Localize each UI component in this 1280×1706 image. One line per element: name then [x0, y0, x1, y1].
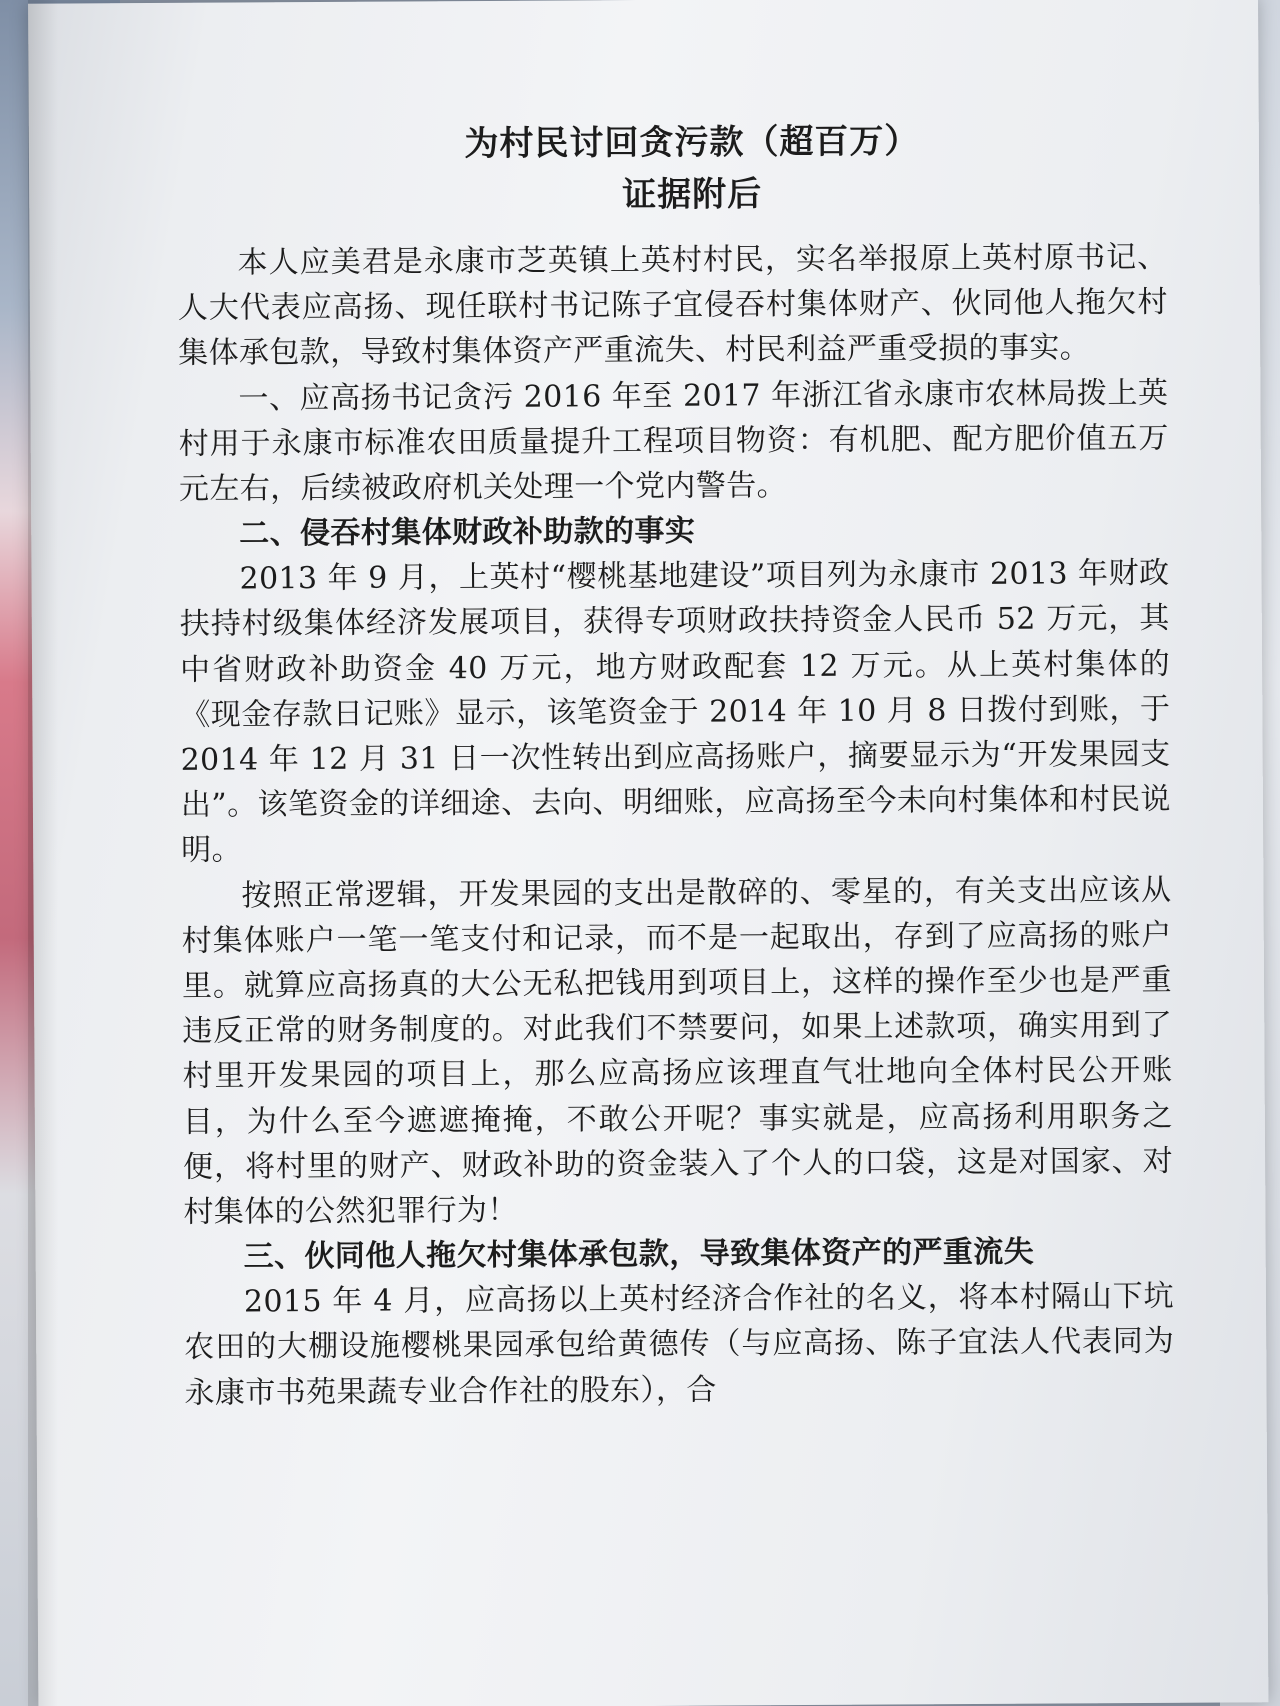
document-subtitle: 证据附后	[622, 174, 763, 216]
document-body	[177, 115, 1175, 1416]
paragraph-section-1: 一、应高扬书记贪污 2016 年至 2017 年浙江省永康市农林局拨上英村用于永康市标准农田质量提升工程项目物资：有机肥、配方肥价值五万元左右，后续被政府机关处理一个党内警告。	[178, 375, 1169, 507]
paper-shadow	[28, 0, 58, 1706]
paragraph-section-2b: 按照正常逻辑，开发果园的支出是散碎的、零星的，有关支出应该从村集体账户一笔一笔支付和记录，而不是一起取出，存到了应高扬的账户里。就算应高扬真的大公无私把钱用到项目上，这样的操作至少也是严重违反正常的财务制度的。对此我们不禁要问，如果上述款项，确实用到了村里开发果园的项目上，那么应高扬应该理直气壮地向全体村民公开账目，为什么至今遮遮掩掩，不敢公开呢？事实就是，应高扬利用职务之便，将村里的财产、财政补助的资金装入了个人的口袋，这是对国家、对村集体的公然犯罪行为！	[181, 872, 1174, 1230]
paragraph-section-2a: 2013 年 9 月，上英村“樱桃基地建设”项目列为永康市 2013 年财政扶持村级集体经济发展项目，获得专项财政扶持资金人民币 52 万元，其中省财政补助资金 40 万元，地方财政配套 12 万元。从上英村集体的《现金存款日记账》显示，该笔资金于 2014 年 10 月 8 日拨付到账，于 2014 年 12 月 31 日一次性转出到应高扬账户，摘要显示为“开发果园支出”。该笔资金的详细途、去向、明细账，应高扬至今未向村集体和村民说明。	[179, 556, 1172, 869]
paper-sheet	[28, 0, 1268, 1706]
paragraph-section-3a: 2015 年 4 月，应高扬以上英村经济合作社的名义，将本村隔山下坑农田的大棚设施樱桃果园承包给黄德传（与应高扬、陈子宜法人代表同为永康市书苑果蔬专业合作社的股东），合	[184, 1279, 1175, 1411]
section-heading-2: 二、侵吞村集体财政补助款的事实	[239, 513, 696, 552]
paragraph-intro: 本人应美君是永康市芝英镇上英村村民，实名举报原上英村原书记、人大代表应高扬、现任联村书记陈子宜侵吞村集体财产、伙同他人拖欠村集体承包款，导致村集体资产严重流失、村民利益严重受损的事实。	[177, 239, 1168, 372]
section-heading-3: 三、伙同他人拖欠村集体承包款，导致集体资产的严重流失	[243, 1234, 1035, 1275]
document-title: 为村民讨回贪污款（超百万）	[464, 121, 920, 165]
